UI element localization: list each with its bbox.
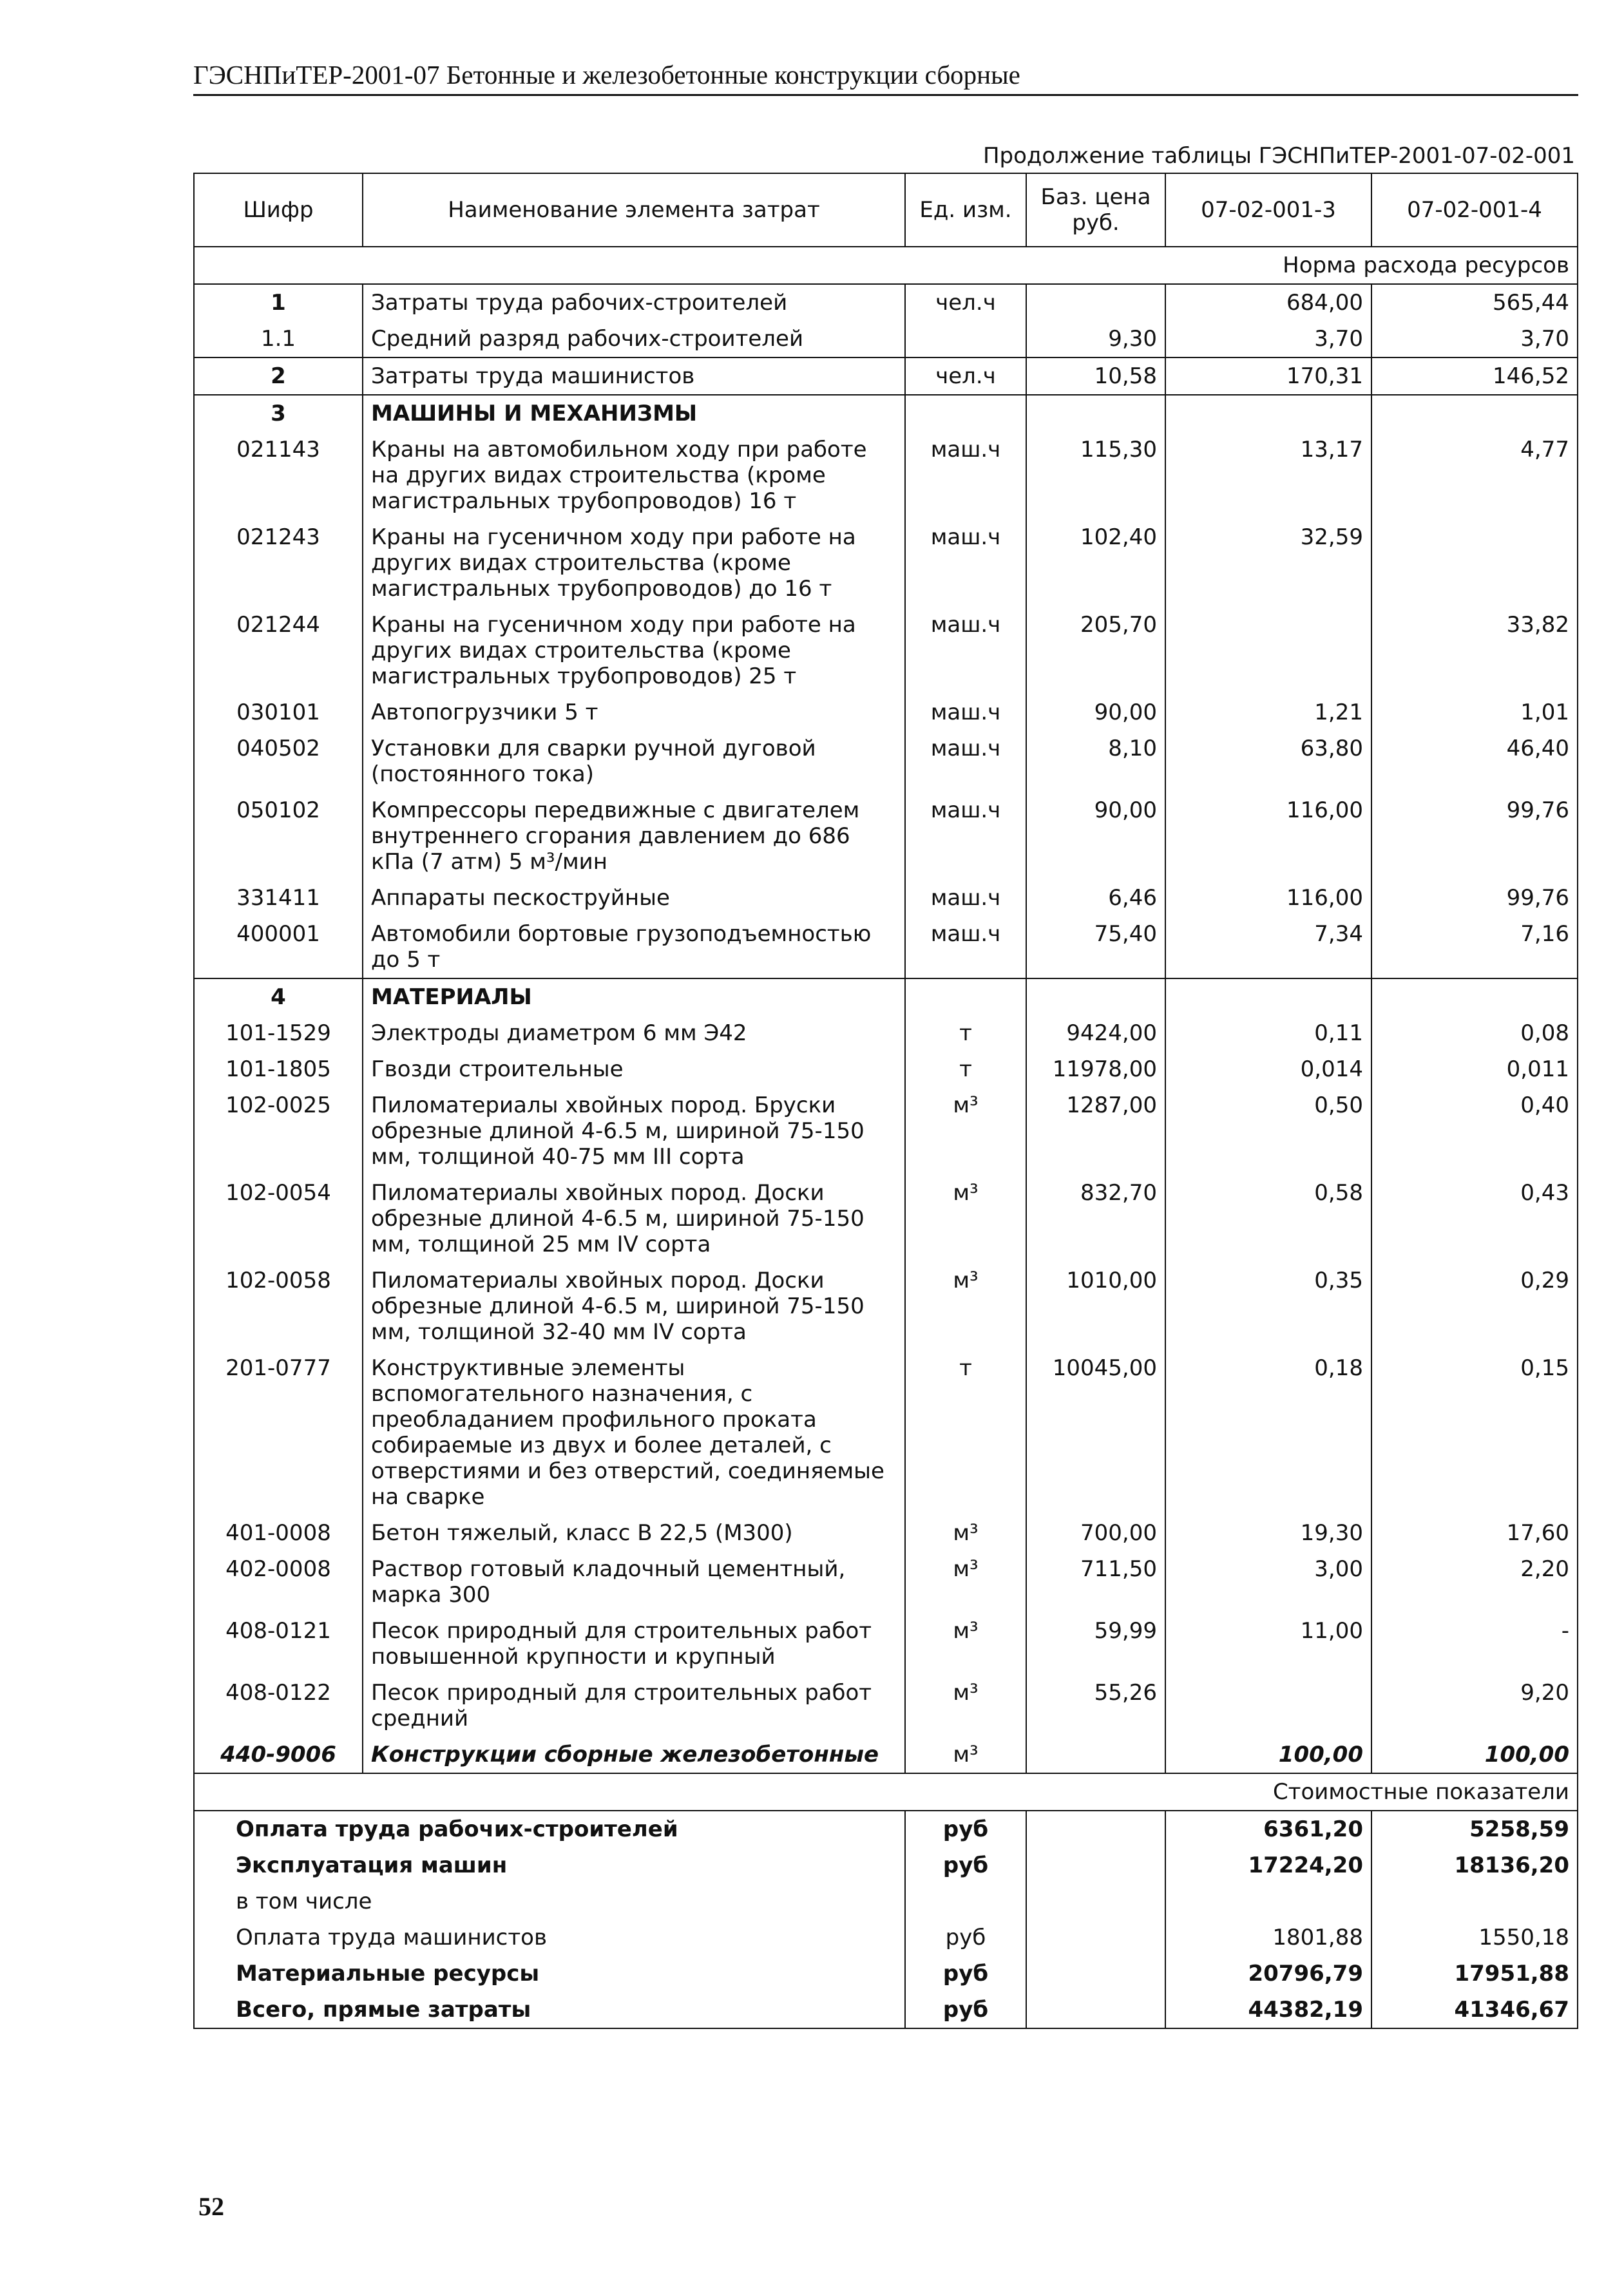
row-value-3: 3,70 [1165,321,1371,357]
table-row [194,694,1578,730]
row-name: Бетон тяжелый, класс В 22,5 (М300) [363,1515,905,1551]
row-price: 8,10 [1026,730,1165,792]
row-unit: маш.ч [905,694,1026,730]
row-code: 050102 [194,792,363,880]
page-number: 52 [198,2192,224,2221]
row-unit [905,978,1026,1015]
table-row [194,357,1578,395]
row-code: 1.1 [194,321,363,357]
row-price: 90,00 [1026,694,1165,730]
cost-empty [1026,1883,1165,1920]
cost-row [194,1883,1578,1920]
row-price [1026,395,1165,432]
row-value-4: 146,52 [1371,357,1578,395]
row-code: 440-9006 [194,1737,363,1773]
resource-table [193,173,1578,2029]
row-value-4: 9,20 [1371,1675,1578,1737]
cost-name: Оплата труда рабочих-строителей [194,1811,905,1847]
row-value-4: 0,011 [1371,1051,1578,1087]
row-price: 700,00 [1026,1515,1165,1551]
row-value-4 [1371,519,1578,607]
cost-row [194,1992,1578,2028]
row-unit: м³ [905,1675,1026,1737]
row-code: 4 [194,978,363,1015]
row-code: 102-0025 [194,1087,363,1175]
row-price: 9424,00 [1026,1015,1165,1051]
row-name: МАШИНЫ И МЕХАНИЗМЫ [363,395,905,432]
table-row [194,1613,1578,1675]
table-row [194,792,1578,880]
row-unit: м³ [905,1515,1026,1551]
row-value-4 [1371,395,1578,432]
table-row [194,395,1578,432]
table-row [194,916,1578,978]
row-code: 102-0058 [194,1262,363,1350]
row-name: Пиломатериалы хвойных пород. Бруски обрезные длиной 4-6.5 м, шириной 75-150 мм, толщиной 40-75 мм III сорта [363,1087,905,1175]
row-unit: маш.ч [905,730,1026,792]
table-row [194,880,1578,916]
row-price: 10,58 [1026,357,1165,395]
row-value-4 [1371,978,1578,1015]
row-name: Пиломатериалы хвойных пород. Доски обрезные длиной 4-6.5 м, шириной 75-150 мм, толщиной 32-40 мм IV сорта [363,1262,905,1350]
row-value-3: 0,11 [1165,1015,1371,1051]
row-value-3: 684,00 [1165,284,1371,321]
column-header-name: Наименование элемента затрат [363,173,905,247]
row-name: Краны на гусеничном ходу при работе на других видах строительства (кроме магистральных трубопроводов) до 16 т [363,519,905,607]
table-row [194,432,1578,519]
cost-label: Стоимостные показатели [194,1773,1578,1811]
cost-value-4 [1371,1883,1578,1920]
row-value-4: 33,82 [1371,607,1578,694]
row-price: 9,30 [1026,321,1165,357]
cost-unit: руб [905,1811,1026,1847]
norm-label: Норма расхода ресурсов [194,247,1578,284]
cost-name: в том числе [194,1883,905,1920]
row-unit: т [905,1015,1026,1051]
row-value-3: 116,00 [1165,880,1371,916]
row-unit: чел.ч [905,284,1026,321]
table-row [194,1515,1578,1551]
cost-value-3: 6361,20 [1165,1811,1371,1847]
row-code: 102-0054 [194,1175,363,1262]
row-code: 040502 [194,730,363,792]
row-value-4: 565,44 [1371,284,1578,321]
cost-row [194,1811,1578,1847]
cost-label-row [194,1773,1578,1811]
row-price: 59,99 [1026,1613,1165,1675]
cost-unit: руб [905,1847,1026,1883]
cost-row [194,1920,1578,1956]
row-value-4: 99,76 [1371,792,1578,880]
table-row [194,284,1578,321]
row-value-3: 100,00 [1165,1737,1371,1773]
row-value-4: 17,60 [1371,1515,1578,1551]
row-price: 102,40 [1026,519,1165,607]
row-code: 201-0777 [194,1350,363,1515]
row-name: Затраты труда машинистов [363,357,905,395]
cost-unit [905,1883,1026,1920]
row-price [1026,978,1165,1015]
row-value-3 [1165,607,1371,694]
row-unit: маш.ч [905,519,1026,607]
cost-value-3: 1801,88 [1165,1920,1371,1956]
row-price: 711,50 [1026,1551,1165,1613]
row-value-4: 2,20 [1371,1551,1578,1613]
row-price: 10045,00 [1026,1350,1165,1515]
row-value-3: 7,34 [1165,916,1371,978]
cost-row [194,1956,1578,1992]
row-name: Средний разряд рабочих-строителей [363,321,905,357]
row-unit [905,395,1026,432]
cost-unit: руб [905,1920,1026,1956]
row-unit: маш.ч [905,880,1026,916]
column-header-price: Баз. цена руб. [1026,173,1165,247]
row-unit: маш.ч [905,432,1026,519]
row-value-4: 0,40 [1371,1087,1578,1175]
table-row [194,1262,1578,1350]
norm-label-row [194,247,1578,284]
row-price [1026,1737,1165,1773]
row-price: 90,00 [1026,792,1165,880]
row-value-4: - [1371,1613,1578,1675]
row-code: 021243 [194,519,363,607]
cost-unit: руб [905,1956,1026,1992]
table-row [194,1015,1578,1051]
row-code: 402-0008 [194,1551,363,1613]
table-row [194,1551,1578,1613]
row-value-4: 100,00 [1371,1737,1578,1773]
table-row [194,730,1578,792]
row-name: Пиломатериалы хвойных пород. Доски обрезные длиной 4-6.5 м, шириной 75-150 мм, толщиной 25 мм IV сорта [363,1175,905,1262]
row-name: Компрессоры передвижные с двигателем внутреннего сгорания давлением до 686 кПа (7 атм) 5 м³/мин [363,792,905,880]
row-value-4: 0,29 [1371,1262,1578,1350]
row-unit [905,321,1026,357]
column-header-code: Шифр [194,173,363,247]
cost-empty [1026,1956,1165,1992]
row-code: 021244 [194,607,363,694]
row-unit: м³ [905,1262,1026,1350]
row-value-4: 4,77 [1371,432,1578,519]
table-row [194,1175,1578,1262]
row-name: Гвозди строительные [363,1051,905,1087]
cost-empty [1026,1847,1165,1883]
row-code: 401-0008 [194,1515,363,1551]
row-code: 408-0121 [194,1613,363,1675]
row-value-3: 3,00 [1165,1551,1371,1613]
row-unit: т [905,1350,1026,1515]
table-row [194,1087,1578,1175]
column-header-norm-4: 07-02-001-4 [1371,173,1578,247]
row-value-3: 32,59 [1165,519,1371,607]
cost-name: Оплата труда машинистов [194,1920,905,1956]
table-row [194,978,1578,1015]
row-value-4: 0,08 [1371,1015,1578,1051]
cost-value-3 [1165,1883,1371,1920]
cost-value-3: 44382,19 [1165,1992,1371,2028]
row-value-4: 7,16 [1371,916,1578,978]
row-price [1026,284,1165,321]
table-row [194,1051,1578,1087]
cost-value-4: 5258,59 [1371,1811,1578,1847]
row-name: Краны на автомобильном ходу при работе на других видах строительства (кроме магистральных трубопроводов) 16 т [363,432,905,519]
cost-name: Всего, прямые затраты [194,1992,905,2028]
table-row [194,1675,1578,1737]
cost-row [194,1847,1578,1883]
row-price: 75,40 [1026,916,1165,978]
row-value-3: 1,21 [1165,694,1371,730]
row-value-3 [1165,395,1371,432]
row-code: 021143 [194,432,363,519]
cost-value-4: 41346,67 [1371,1992,1578,2028]
table-continuation-caption: Продолжение таблицы ГЭСНПиТЕР-2001-07-02-001 [982,143,1575,169]
table-header-row [194,173,1578,247]
table-row [194,1737,1578,1773]
row-name: Затраты труда рабочих-строителей [363,284,905,321]
row-unit: т [905,1051,1026,1087]
row-value-4: 1,01 [1371,694,1578,730]
row-value-3: 170,31 [1165,357,1371,395]
row-code: 400001 [194,916,363,978]
row-code: 030101 [194,694,363,730]
row-name: Конструкции сборные железобетонные [363,1737,905,1773]
cost-value-4: 17951,88 [1371,1956,1578,1992]
row-name: Краны на гусеничном ходу при работе на других видах строительства (кроме магистральных трубопроводов) 25 т [363,607,905,694]
row-value-3: 0,014 [1165,1051,1371,1087]
row-name: Установки для сварки ручной дуговой (постоянного тока) [363,730,905,792]
row-value-3: 0,50 [1165,1087,1371,1175]
cost-unit: руб [905,1992,1026,2028]
cost-value-3: 20796,79 [1165,1956,1371,1992]
row-price: 6,46 [1026,880,1165,916]
row-name: Песок природный для строительных работ средний [363,1675,905,1737]
row-value-4: 0,15 [1371,1350,1578,1515]
row-unit: маш.ч [905,916,1026,978]
cost-value-4: 18136,20 [1371,1847,1578,1883]
column-header-norm-3: 07-02-001-3 [1165,173,1371,247]
cost-name: Материальные ресурсы [194,1956,905,1992]
row-value-4: 0,43 [1371,1175,1578,1262]
row-value-4: 99,76 [1371,880,1578,916]
row-unit: м³ [905,1613,1026,1675]
row-price: 832,70 [1026,1175,1165,1262]
row-code: 3 [194,395,363,432]
row-value-3: 116,00 [1165,792,1371,880]
row-price: 55,26 [1026,1675,1165,1737]
row-name: Аппараты пескоструйные [363,880,905,916]
row-unit: маш.ч [905,792,1026,880]
row-value-3: 11,00 [1165,1613,1371,1675]
row-value-3: 13,17 [1165,432,1371,519]
row-name: Раствор готовый кладочный цементный, марка 300 [363,1551,905,1613]
row-unit: маш.ч [905,607,1026,694]
row-price: 205,70 [1026,607,1165,694]
row-code: 101-1529 [194,1015,363,1051]
row-value-4: 3,70 [1371,321,1578,357]
table-row [194,321,1578,357]
row-price: 1010,00 [1026,1262,1165,1350]
cost-empty [1026,1811,1165,1847]
row-price: 115,30 [1026,432,1165,519]
table-row [194,519,1578,607]
row-value-3: 0,58 [1165,1175,1371,1262]
table-row [194,607,1578,694]
row-code: 408-0122 [194,1675,363,1737]
row-code: 331411 [194,880,363,916]
cost-value-4: 1550,18 [1371,1920,1578,1956]
row-name: Автопогрузчики 5 т [363,694,905,730]
row-code: 101-1805 [194,1051,363,1087]
cost-empty [1026,1992,1165,2028]
row-value-3: 19,30 [1165,1515,1371,1551]
row-unit: м³ [905,1551,1026,1613]
row-value-4: 46,40 [1371,730,1578,792]
row-value-3 [1165,1675,1371,1737]
row-price: 11978,00 [1026,1051,1165,1087]
row-code: 2 [194,357,363,395]
row-name: МАТЕРИАЛЫ [363,978,905,1015]
page-header: ГЭСНПиТЕР-2001-07 Бетонные и железобетонные конструкции сборные [193,59,1578,96]
row-unit: м³ [905,1087,1026,1175]
cost-value-3: 17224,20 [1165,1847,1371,1883]
row-name: Электроды диаметром 6 мм Э42 [363,1015,905,1051]
table-row [194,1350,1578,1515]
row-price: 1287,00 [1026,1087,1165,1175]
row-name: Автомобили бортовые грузоподъемностью до 5 т [363,916,905,978]
row-name: Песок природный для строительных работ повышенной крупности и крупный [363,1613,905,1675]
row-value-3: 0,18 [1165,1350,1371,1515]
row-value-3: 0,35 [1165,1262,1371,1350]
row-value-3 [1165,978,1371,1015]
row-unit: м³ [905,1737,1026,1773]
cost-name: Эксплуатация машин [194,1847,905,1883]
cost-empty [1026,1920,1165,1956]
row-name: Конструктивные элементы вспомогательного назначения, с преобладанием профильного проката собираемые из двух и более деталей, с отверстиями и без отверстий, соединяемые на сварке [363,1350,905,1515]
column-header-unit: Ед. изм. [905,173,1026,247]
row-value-3: 63,80 [1165,730,1371,792]
row-code: 1 [194,284,363,321]
row-unit: чел.ч [905,357,1026,395]
row-unit: м³ [905,1175,1026,1262]
